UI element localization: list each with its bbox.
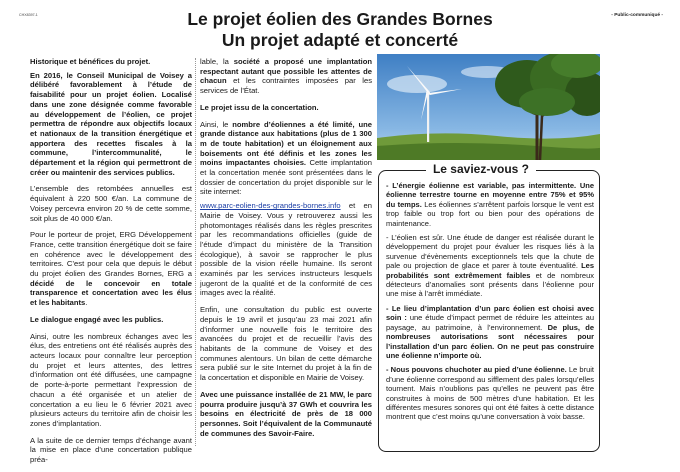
- implantation-bold: société a proposé une implantation respectant autant que possible les attentes de chacun: [200, 57, 372, 86]
- implantation-text: lable, la: [200, 57, 234, 66]
- fact-noise: [386, 365, 594, 421]
- did-you-know-content: [386, 181, 594, 427]
- paragraph-consultation-start: A la suite de ce dernier temps d’échange avant la mise en place d’une concertation publique préa-: [30, 435, 192, 465]
- paragraph-history: En 2016, le Conseil Municipal de Voisey a délibéré favorablement à l’étude de faisabilité pour un projet éolien. Localisé dans une zone désignée comme favorable au développement de l’éolien, ce projet permettra de répondre aux objectifs locaux et nationaux de la transition énergétique et apportera des recettes fiscales à la commune, l’intercommunalité, le département et la région qui permettront de créer ou maintenir des services publics.: [30, 70, 192, 177]
- fact-safety-bold: Les probabilités sont extrêmement faibles: [386, 261, 594, 280]
- article-column-1: [30, 57, 192, 472]
- wind-turbine-illustration: [377, 54, 600, 160]
- fact-location-text: une étude d’impact permet de réduire les atteintes au paysage, au patrimoine, à l’environnement.: [386, 313, 594, 332]
- paragraph-developer: [30, 230, 192, 308]
- fact-location: [386, 304, 594, 360]
- section-heading-dialogue: Le dialogue engagé avec les publics.: [30, 314, 164, 324]
- fact-safety: [386, 233, 594, 299]
- paragraph-project: [200, 120, 372, 198]
- fact-variable-energy: [386, 181, 594, 228]
- project-text-end: Cette implantation et la concertation menée sont présentées dans le dossier de concertation du projet disponible sur le site internet:: [200, 158, 372, 197]
- article-column-2: [200, 57, 372, 445]
- public-communique-tag: - Public-communiqué -: [611, 13, 663, 18]
- fact-variable-energy-text: Les éoliennes s’arrêtent parfois lorsque le vent est trop faible ou trop fort ou bien pour des opérations de maintenance.: [386, 199, 595, 228]
- page-title: Le projet éolien des Grandes Bornes: [187, 9, 493, 29]
- paragraph-public-consultation: Enfin, une consultation du public est ouverte depuis le 19 avril et jusqu’au 23 mai 2021 afin d’informer une nouvelle fois le territoire des avancées du projet et de recueillir l’avis des habitants de la commune de Voisey et des communes alentours. Un bilan de cette démarche sera publié sur le site Internet du projet à la fin de la concertation et disponible en Mairie de Voisey.: [200, 305, 372, 383]
- paragraph-capacity: Avec une puissance installée de 21 MW, le parc pourra produire jusqu’à 37 GWh et couvrira les besoins en électricité de près de 18 000 personnes. Soit l’équivalent de la Communauté de communes des Savoir-Faire.: [200, 389, 372, 438]
- paragraph-implantation: [200, 57, 372, 96]
- did-you-know-title: Le saviez-vous ?: [426, 162, 536, 176]
- paragraph-website: [200, 201, 372, 298]
- paragraph-dialogue: Ainsi, outre les nombreux échanges avec les élus, des entretiens ont été réalisés auprès des acteurs locaux pour connaître leur perception du projet et leurs attentes, des lettres d’information ont été diffusées, une campagne de porte-à-porte permettant l’expression de chacun a été organisée et un atelier de concertation a eu lieu le 6 février 2021 avec plusieurs acteurs du territoire afin de choisir les zones d’implantation.: [30, 331, 192, 428]
- section-heading-project: Le projet issu de la concertation.: [200, 102, 319, 112]
- fact-noise-text: Le bruit d’une éolienne correspond au sifflement des pales lorsqu’elles tournent. Mais n’oublions pas qu’elles ne peuvent pas être construites à moins de 500 mètres d’une habitation. Et les différentes mesures sonores qui ont été faites à cette distance montrent que c’est moins qu’une conversation à voix basse.: [386, 365, 594, 422]
- fact-safety-text: - L’éolien est sûr. Une étude de danger est réalisée durant le développement du projet pour évaluer les risques liés à la survenue d’évènements exceptionnels tels que la chute de pale ou projection de glace et parer à toute éventualité.: [386, 233, 594, 271]
- paragraph-revenue: L’ensemble des retombées annuelles est équivalent à 220 500 €/an. La commune de Voisey percevra environ 20 % de cette somme, soit plus de 40 000 €/an.: [30, 184, 192, 223]
- document-reference: CHX8397-1: [19, 13, 38, 17]
- section-heading-history: Historique et bénéfices du projet.: [30, 57, 151, 66]
- developer-commitment: décidé de le concevoir en totale transparence et concertation avec les élus et les habitants: [30, 278, 192, 308]
- project-website-link[interactable]: www.parc-eolien-des-grandes-bornes.info: [200, 201, 341, 211]
- fact-safety-text-end: et de nombreux détecteurs d’anomalies sont présents dans l’éolienne pour une mise à l’arrêt immédiate.: [386, 270, 594, 299]
- page-subtitle: Un projet adapté et concerté: [221, 30, 459, 50]
- developer-text: Pour le porteur de projet, ERG Développement France, cette transition énergétique doit se faire en cohérence avec le développement des territoires. C’est pour cela que depuis le début du projet éolien des Grandes Bornes, ERG a: [30, 230, 192, 279]
- developer-text-end: .: [85, 298, 88, 308]
- project-bold: nombre d’éoliennes a été limité, une grande distance aux habitations (plus de 1 300 m de toute habitation) et un éloignement aux boisements ont été définis et les zones les moins impactantes choisies.: [200, 119, 372, 168]
- column-divider: [195, 58, 196, 446]
- fact-variable-energy-bold: - L’énergie éolienne est variable, pas intermittente. Une éolienne terrestre tourne en moyenne entre 75% et 95% du temps.: [386, 181, 594, 209]
- fact-noise-bold: - Nous pouvons chuchoter au pied d’une éolienne.: [386, 365, 567, 375]
- fact-location-bold: - Le lieu d’implantation d’un parc éolien est choisi avec soin :: [386, 303, 594, 323]
- fact-location-bold-end: De plus, de nombreuses autorisations sont nécessaires pour l’installation d’un parc éolien. On ne peut pas construire une éolienne n’importe où.: [386, 322, 594, 360]
- implantation-text-end: et les contraintes imposées par les services de l’État.: [200, 76, 372, 96]
- wind-turbine-photo: [377, 54, 600, 160]
- photomontage-text: et en Mairie de Voisey. Vous y retrouverez aussi les photomontages réalisés dans les règles prescrites par les recommandations officielles (guide de l’étude d’impact du ministère de la Transition écologique), à savoir se rapprocher le plus possible de la vision réelle humaine. Ils seront examinés par les services instructeurs lesquels jugeront de la qualité et de la conformité de ces images avec la réalité.: [200, 201, 372, 298]
- project-text: Ainsi, le: [200, 119, 233, 129]
